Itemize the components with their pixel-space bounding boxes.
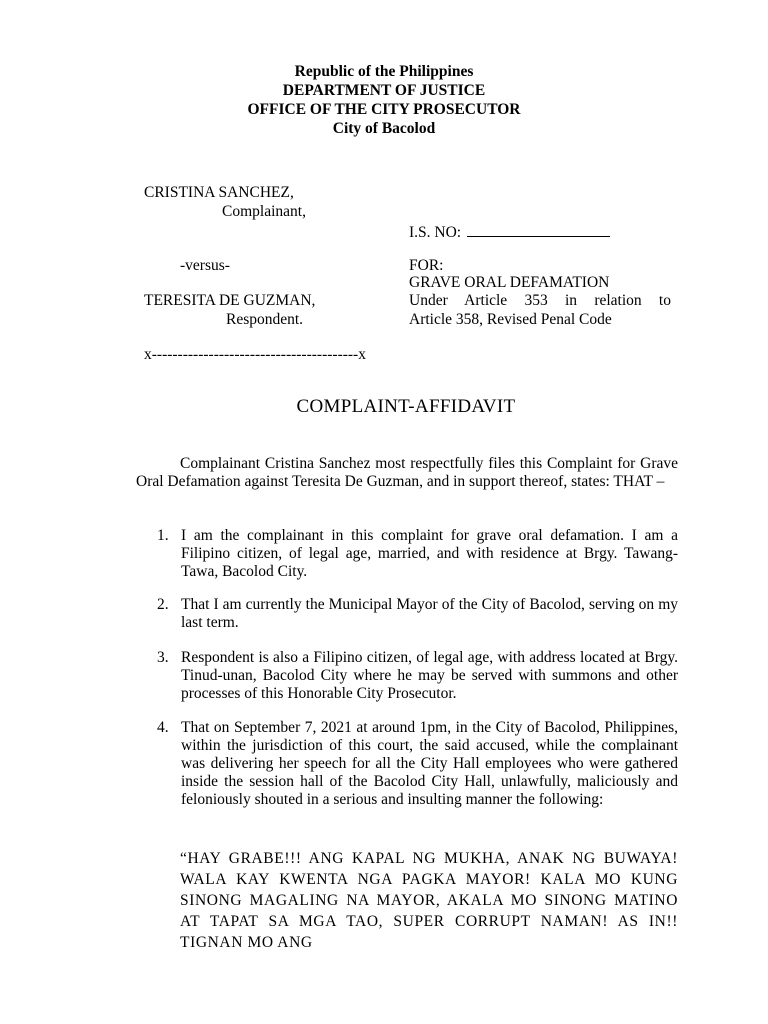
header-office: OFFICE OF THE CITY PROSECUTOR [247, 101, 521, 118]
header-republic: Republic of the Philippines [294, 63, 474, 80]
list-item-text: That I am currently the Municipal Mayor of the City of Bacolod, serving on my last term. [181, 596, 678, 631]
list-item-number: 2. [157, 596, 169, 613]
for-label: FOR: [409, 257, 444, 274]
respondent-role: Respondent. [226, 311, 304, 328]
list-item-number: 1. [157, 527, 169, 544]
case-number-row [409, 222, 610, 242]
complainant-name: CRISTINA SANCHEZ, [144, 184, 294, 201]
is-no-label: I.S. NO: [409, 224, 462, 241]
list-item-text: That on September 7, 2021 at around 1pm, in the City of Bacolod, Philippines, within the jurisdiction of this court, the said accused, while the complainant was delivering her speech for all the City Hall employees who were gathered inside the session hall of the Bacolod City Hall, unlawfully, maliciously and feloniously shouted in a serious and insulting manner the following: [181, 719, 678, 808]
quoted-statement: “HAY GRABE!!! ANG KAPAL NG MUKHA, ANAK NG BUWAYA! WALA KAY KWENTA NGA PAGKA MAYOR! KALA MO KUNG SINONG MAGALING NA MAYOR, AKALA MO SINONG MATINO AT TAPAT SA MGA TAO, SUPER CORRUPT NAMAN! AS IN!! TIGNAN MO ANG [180, 850, 678, 951]
versus-label: -versus- [180, 257, 230, 274]
list-item-text: I am the complainant in this complaint for grave oral defamation. I am a Filipino citizen, of legal age, married, and with residence at Brgy. Tawang-Tawa, Bacolod City. [181, 527, 678, 580]
caption-separator: x----------------------------------------x [144, 346, 366, 363]
article-line-2: Article 358, Revised Penal Code [409, 311, 612, 328]
intro-paragraph: Complainant Cristina Sanchez most respectfully files this Complaint for Grave Oral Defamation against Teresita De Guzman, and in support thereof, states: THAT – [136, 455, 678, 490]
list-item-text: Respondent is also a Filipino citizen, of legal age, with address located at Brgy. Tinud-unan, Bacolod City where he may be served with summons and other processes of this Honorable City Prosecutor. [181, 649, 678, 702]
document-header [0, 62, 768, 138]
header-department: DEPARTMENT OF JUSTICE [282, 82, 486, 99]
complainant-role: Complainant, [222, 203, 306, 220]
list-item-number: 3. [157, 649, 169, 666]
header-city: City of Bacolod [332, 120, 436, 137]
charge-title: GRAVE ORAL DEFAMATION [409, 274, 610, 291]
list-item-number: 4. [157, 719, 169, 736]
respondent-name: TERESITA DE GUZMAN, [144, 292, 316, 309]
document-title: COMPLAINT-AFFIDAVIT [296, 396, 516, 417]
article-line-1: Under Article 353 in relation to [409, 292, 671, 309]
is-no-blank-line [467, 222, 610, 237]
